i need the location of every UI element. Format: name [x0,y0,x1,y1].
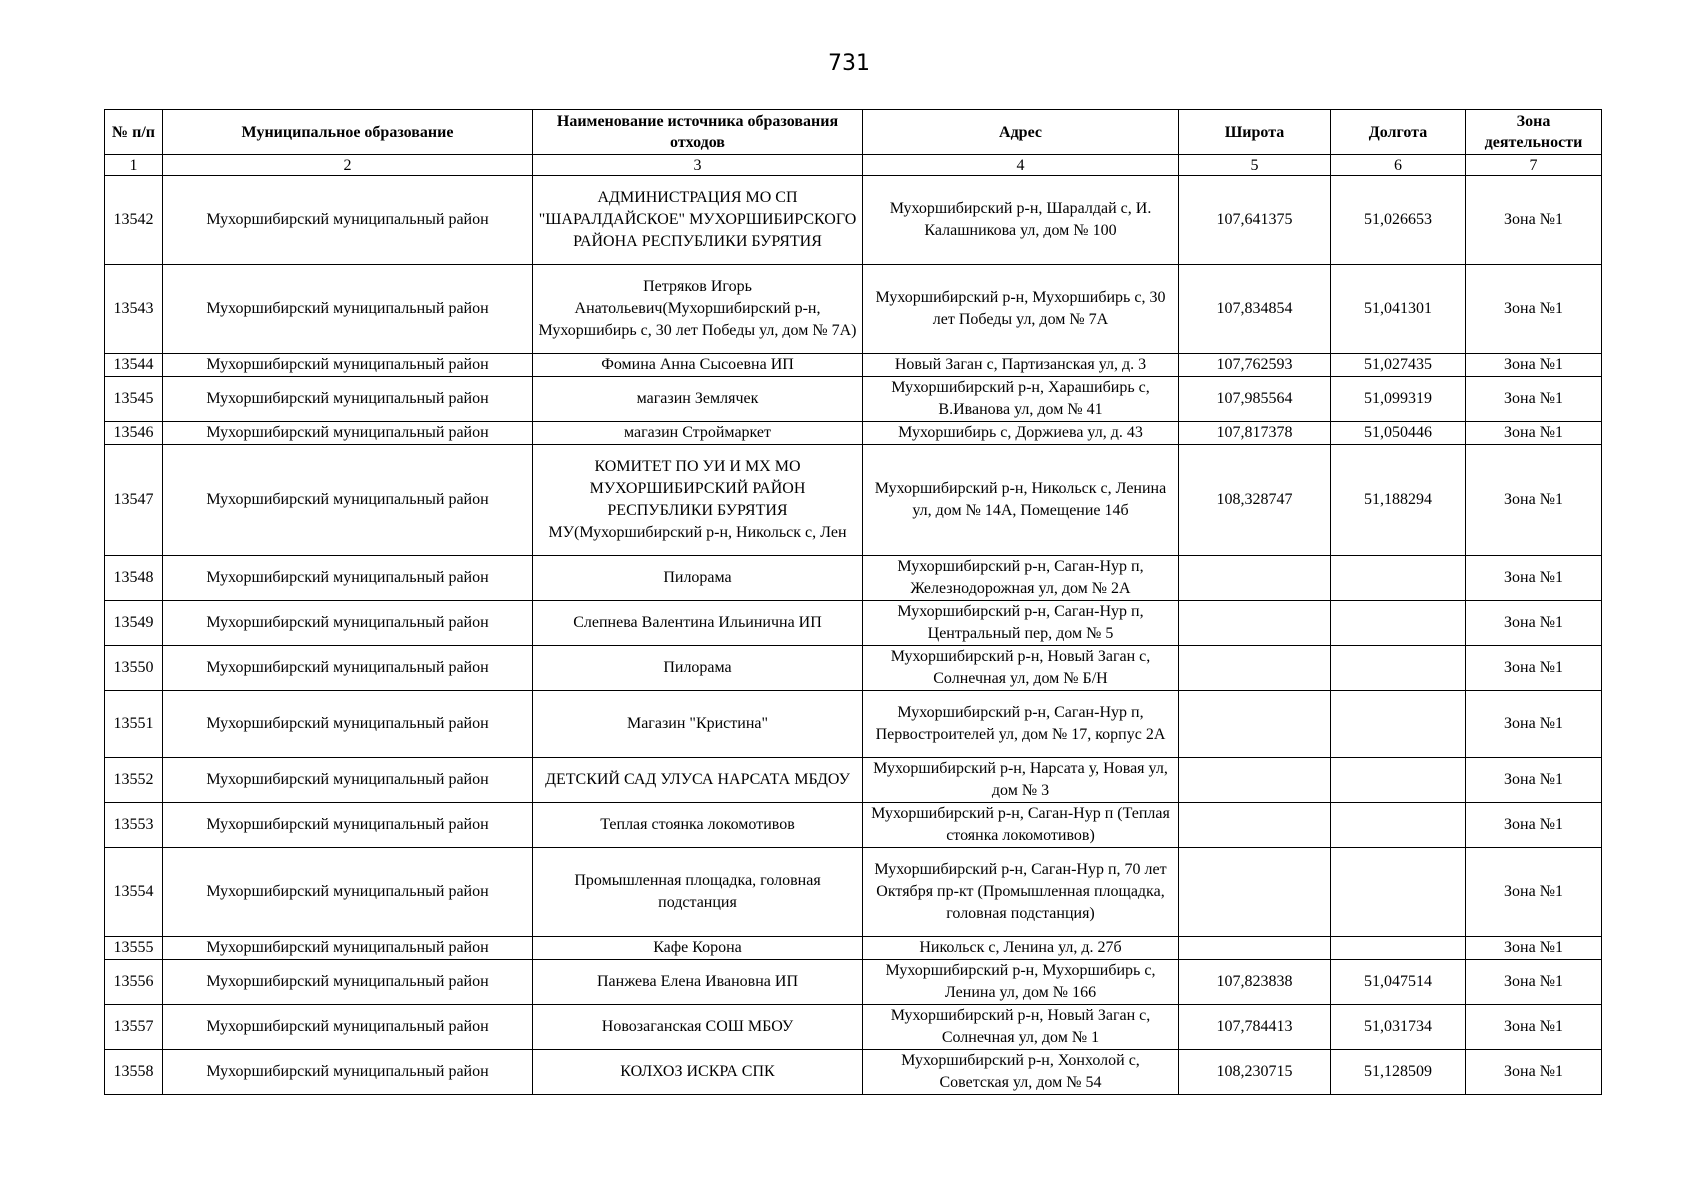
cell-zone: Зона №1 [1466,1005,1602,1050]
cell-zone: Зона №1 [1466,848,1602,937]
table-header-row [105,110,1602,155]
cell-municipality: Мухоршибирский муниципальный район [163,1050,533,1095]
cell-longitude: 51,027435 [1331,354,1466,377]
cell-latitude: 107,641375 [1179,176,1331,265]
cell-zone: Зона №1 [1466,803,1602,848]
cell-number: 13554 [105,848,163,937]
table-row [105,377,1602,422]
cell-municipality: Мухоршибирский муниципальный район [163,848,533,937]
cell-longitude: 51,041301 [1331,265,1466,354]
cell-latitude: 107,823838 [1179,960,1331,1005]
cell-address: Никольск с, Ленина ул, д. 27б [863,937,1179,960]
cell-source: Новозаганская СОШ МБОУ [533,1005,863,1050]
cell-latitude: 108,230715 [1179,1050,1331,1095]
cell-municipality: Мухоршибирский муниципальный район [163,758,533,803]
table-row [105,937,1602,960]
cell-source: Кафе Корона [533,937,863,960]
column-number: 2 [163,155,533,176]
cell-municipality: Мухоршибирский муниципальный район [163,960,533,1005]
cell-number: 13557 [105,1005,163,1050]
column-number: 4 [863,155,1179,176]
table-row [105,601,1602,646]
table-row [105,758,1602,803]
cell-source: Магазин "Кристина" [533,691,863,758]
column-header-address: Адрес [863,110,1179,155]
cell-address: Мухоршибирский р-н, Мухоршибирь с, 30 лет Победы ул, дом № 7А [863,265,1179,354]
cell-latitude: 107,817378 [1179,422,1331,445]
cell-longitude [1331,556,1466,601]
cell-municipality: Мухоршибирский муниципальный район [163,556,533,601]
table-row [105,1050,1602,1095]
cell-address: Мухоршибирский р-н, Саган-Нур п, Железнодорожная ул, дом № 2А [863,556,1179,601]
cell-longitude: 51,099319 [1331,377,1466,422]
cell-zone: Зона №1 [1466,601,1602,646]
cell-latitude [1179,556,1331,601]
cell-latitude [1179,758,1331,803]
cell-latitude: 107,834854 [1179,265,1331,354]
cell-number: 13543 [105,265,163,354]
cell-number: 13551 [105,691,163,758]
cell-municipality: Мухоршибирский муниципальный район [163,377,533,422]
cell-municipality: Мухоршибирский муниципальный район [163,937,533,960]
cell-zone: Зона №1 [1466,377,1602,422]
cell-zone: Зона №1 [1466,354,1602,377]
cell-source: Пилорама [533,556,863,601]
cell-longitude [1331,691,1466,758]
cell-number: 13544 [105,354,163,377]
cell-latitude [1179,937,1331,960]
cell-source: Промышленная площадка, головная подстанция [533,848,863,937]
cell-address: Мухоршибирский р-н, Харашибирь с, В.Иванова ул, дом № 41 [863,377,1179,422]
cell-source: Слепнева Валентина Ильинична ИП [533,601,863,646]
column-header-source: Наименование источника образования отходов [533,110,863,155]
cell-longitude [1331,937,1466,960]
cell-municipality: Мухоршибирский муниципальный район [163,354,533,377]
table-row [105,556,1602,601]
cell-address: Мухоршибирский р-н, Новый Заган с, Солнечная ул, дом № Б/Н [863,646,1179,691]
table-row [105,691,1602,758]
table-row [105,960,1602,1005]
cell-address: Мухоршибирский р-н, Нарсата у, Новая ул, дом № 3 [863,758,1179,803]
cell-address: Новый Заган с, Партизанская ул, д. 3 [863,354,1179,377]
column-header-number: № п/п [105,110,163,155]
cell-number: 13549 [105,601,163,646]
cell-source: Петряков Игорь Анатольевич(Мухоршибирский р-н, Мухоршибирь с, 30 лет Победы ул, дом № 7А) [533,265,863,354]
cell-municipality: Мухоршибирский муниципальный район [163,601,533,646]
cell-latitude [1179,601,1331,646]
cell-longitude: 51,031734 [1331,1005,1466,1050]
cell-source: магазин Землячек [533,377,863,422]
cell-latitude: 107,784413 [1179,1005,1331,1050]
cell-municipality: Мухоршибирский муниципальный район [163,176,533,265]
cell-municipality: Мухоршибирский муниципальный район [163,803,533,848]
cell-address: Мухоршибирский р-н, Саган-Нур п, Первостроителей ул, дом № 17, корпус 2А [863,691,1179,758]
cell-latitude: 108,328747 [1179,445,1331,556]
cell-zone: Зона №1 [1466,1050,1602,1095]
cell-number: 13547 [105,445,163,556]
table-row [105,646,1602,691]
table-row [105,445,1602,556]
cell-number: 13552 [105,758,163,803]
cell-zone: Зона №1 [1466,556,1602,601]
cell-longitude [1331,803,1466,848]
cell-number: 13558 [105,1050,163,1095]
cell-zone: Зона №1 [1466,937,1602,960]
cell-number: 13555 [105,937,163,960]
cell-source: КОЛХОЗ ИСКРА СПК [533,1050,863,1095]
cell-zone: Зона №1 [1466,265,1602,354]
cell-address: Мухоршибирь с, Доржиева ул, д. 43 [863,422,1179,445]
cell-number: 13556 [105,960,163,1005]
cell-municipality: Мухоршибирский муниципальный район [163,445,533,556]
cell-latitude: 107,762593 [1179,354,1331,377]
cell-number: 13546 [105,422,163,445]
cell-municipality: Мухоршибирский муниципальный район [163,265,533,354]
table-row [105,1005,1602,1050]
table-row [105,422,1602,445]
cell-source: КОМИТЕТ ПО УИ И МХ МО МУХОРШИБИРСКИЙ РАЙОН РЕСПУБЛИКИ БУРЯТИЯ МУ(Мухоршибирский р-н, Никольск с, Лен [533,445,863,556]
cell-latitude: 107,985564 [1179,377,1331,422]
cell-longitude [1331,848,1466,937]
table-row [105,265,1602,354]
cell-source: ДЕТСКИЙ САД УЛУСА НАРСАТА МБДОУ [533,758,863,803]
column-number: 3 [533,155,863,176]
table-row [105,176,1602,265]
cell-address: Мухоршибирский р-н, Никольск с, Ленина ул, дом № 14А, Помещение 14б [863,445,1179,556]
cell-longitude [1331,601,1466,646]
cell-address: Мухоршибирский р-н, Саган-Нур п (Теплая стоянка локомотивов) [863,803,1179,848]
column-header-municipality: Муниципальное образование [163,110,533,155]
cell-latitude [1179,691,1331,758]
cell-zone: Зона №1 [1466,646,1602,691]
waste-sources-table [104,109,1602,1095]
cell-number: 13542 [105,176,163,265]
cell-address: Мухоршибирский р-н, Саган-Нур п, 70 лет Октября пр-кт (Промышленная площадка, головная подстанция) [863,848,1179,937]
table-row [105,803,1602,848]
cell-address: Мухоршибирский р-н, Шаралдай с, И. Калашникова ул, дом № 100 [863,176,1179,265]
cell-address: Мухоршибирский р-н, Мухоршибирь с, Ленина ул, дом № 166 [863,960,1179,1005]
cell-source: Пилорама [533,646,863,691]
cell-source: АДМИНИСТРАЦИЯ МО СП "ШАРАЛДАЙСКОЕ" МУХОРШИБИРСКОГО РАЙОНА РЕСПУБЛИКИ БУРЯТИЯ [533,176,863,265]
cell-longitude: 51,188294 [1331,445,1466,556]
cell-address: Мухоршибирский р-н, Хонхолой с, Советская ул, дом № 54 [863,1050,1179,1095]
cell-longitude [1331,646,1466,691]
column-number: 5 [1179,155,1331,176]
page-number: 731 [828,51,870,76]
cell-source: Фомина Анна Сысоевна ИП [533,354,863,377]
cell-number: 13550 [105,646,163,691]
cell-longitude: 51,050446 [1331,422,1466,445]
column-header-zone: Зона деятельности [1466,110,1602,155]
cell-zone: Зона №1 [1466,422,1602,445]
cell-municipality: Мухоршибирский муниципальный район [163,422,533,445]
cell-zone: Зона №1 [1466,691,1602,758]
cell-latitude [1179,848,1331,937]
cell-number: 13548 [105,556,163,601]
cell-longitude: 51,047514 [1331,960,1466,1005]
cell-zone: Зона №1 [1466,758,1602,803]
table-row [105,354,1602,377]
cell-latitude [1179,803,1331,848]
cell-zone: Зона №1 [1466,960,1602,1005]
cell-number: 13553 [105,803,163,848]
cell-longitude [1331,758,1466,803]
cell-zone: Зона №1 [1466,445,1602,556]
cell-latitude [1179,646,1331,691]
cell-longitude: 51,128509 [1331,1050,1466,1095]
cell-source: Панжева Елена Ивановна ИП [533,960,863,1005]
column-header-longitude: Долгота [1331,110,1466,155]
cell-source: магазин Строймаркет [533,422,863,445]
column-number-row [105,155,1602,176]
column-number: 1 [105,155,163,176]
cell-source: Теплая стоянка локомотивов [533,803,863,848]
cell-address: Мухоршибирский р-н, Новый Заган с, Солнечная ул, дом № 1 [863,1005,1179,1050]
column-number: 7 [1466,155,1602,176]
cell-municipality: Мухоршибирский муниципальный район [163,646,533,691]
column-number: 6 [1331,155,1466,176]
cell-zone: Зона №1 [1466,176,1602,265]
cell-longitude: 51,026653 [1331,176,1466,265]
cell-municipality: Мухоршибирский муниципальный район [163,1005,533,1050]
table-row [105,848,1602,937]
column-header-latitude: Широта [1179,110,1331,155]
cell-municipality: Мухоршибирский муниципальный район [163,691,533,758]
cell-number: 13545 [105,377,163,422]
cell-address: Мухоршибирский р-н, Саган-Нур п, Центральный пер, дом № 5 [863,601,1179,646]
